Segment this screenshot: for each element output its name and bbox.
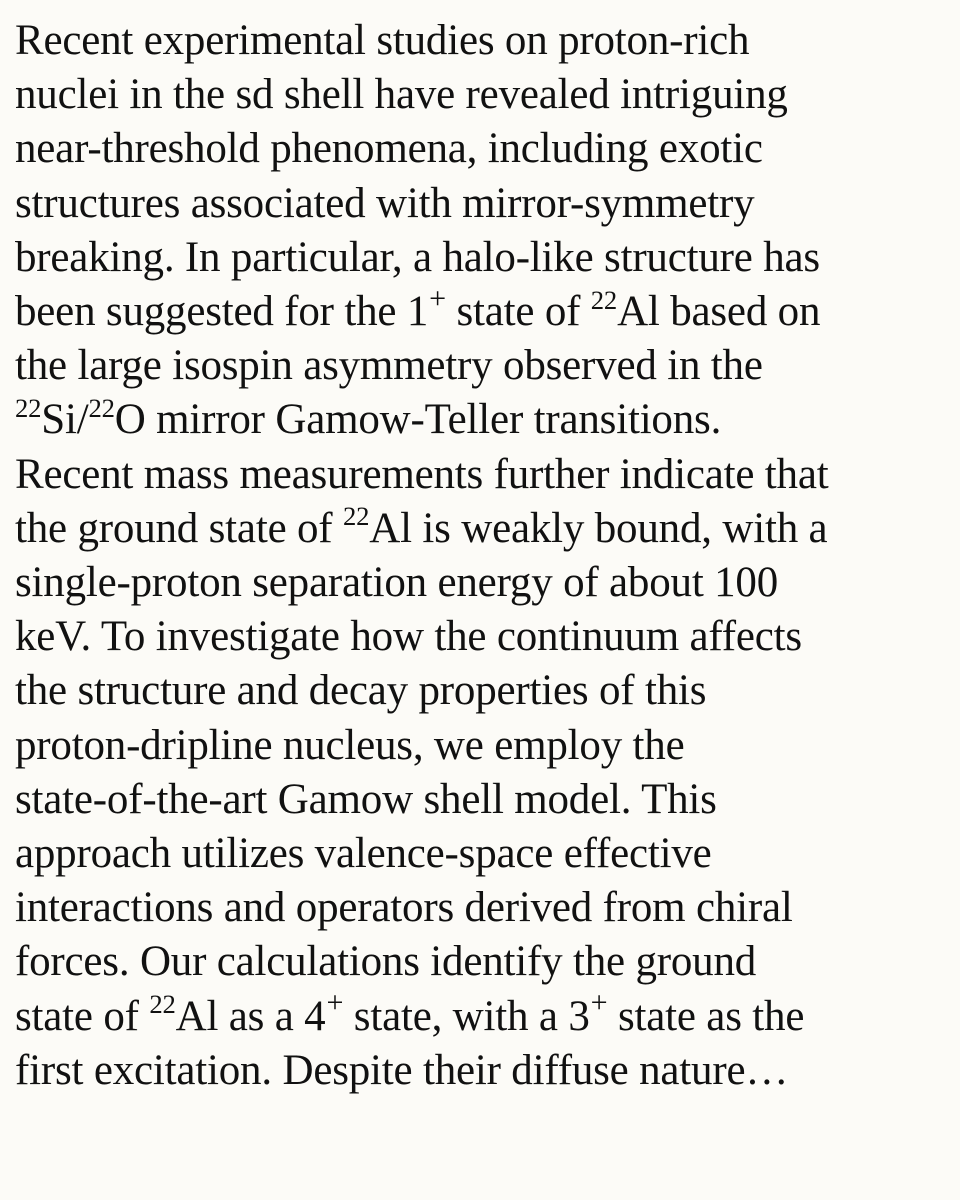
parity-superscript: + [326,985,344,1020]
mass-number-superscript: 22 [88,392,115,423]
text-run: Recent experimental studies on proton-rich [15,17,750,64]
text-line [15,935,955,989]
text-run: Recent mass measurements further indicate that [15,450,829,498]
text-line [15,719,955,773]
text-line [15,556,955,610]
text-run: the structure and decay properties of this [15,667,707,715]
text-run: interactions and operators derived from chiral [15,884,793,932]
mass-number-superscript: 22 [15,392,42,423]
text-run: Si/ [41,396,89,444]
parity-superscript: + [429,280,446,315]
text-line [15,68,955,122]
text-run: state of [445,288,591,336]
text-line [15,339,955,393]
text-line [15,448,955,502]
text-line [15,280,955,339]
text-run: keV. To investigate how the continuum affects [15,613,802,661]
text-run: been suggested for the 1 [15,288,429,336]
text-run: nuclei in the sd shell have revealed intriguing [15,71,788,119]
text-line [15,122,955,176]
text-line [15,985,955,1044]
text-run: state, with a 3 [343,992,590,1040]
text-run: state as the [607,992,805,1040]
text-line [15,393,955,447]
text-run: approach utilizes valence-space effective [15,830,712,878]
text-run: Al is weakly bound, with a [369,504,828,552]
text-run: proton-dripline nucleus, we employ the [15,721,685,769]
text-line [15,773,955,827]
text-run: state-of-the-art Gamow shell model. This [15,775,717,823]
text-line [15,881,955,935]
text-run: the ground state of [15,504,343,552]
text-run: state of [15,992,150,1040]
text-run: breaking. In particular, a halo-like structure has [15,233,820,281]
text-line [15,827,955,881]
text-line [15,231,955,285]
text-run: first excitation. Despite their diffuse nature… [15,1046,789,1094]
text-run: Al as a 4 [175,992,326,1040]
text-run: near-threshold phenomena, including exotic [15,125,763,173]
text-line [15,502,955,556]
text-line [15,1044,955,1098]
parity-superscript: + [590,985,608,1020]
text-line [15,177,955,231]
text-line [15,664,955,718]
text-run: O mirror Gamow-Teller transitions. [114,396,722,444]
text-run: Al based on [617,288,821,336]
mass-number-superscript: 22 [590,284,618,315]
mass-number-superscript: 22 [149,989,176,1020]
text-run: the large isospin asymmetry observed in the [15,342,763,390]
text-line [15,14,955,68]
text-run: forces. Our calculations identify the ground [15,938,757,986]
abstract-paragraph [15,14,955,1098]
text-line [15,610,955,664]
mass-number-superscript: 22 [342,501,370,532]
text-run: single-proton separation energy of about 100 [15,559,779,607]
text-run: structures associated with mirror-symmetry [15,179,755,227]
